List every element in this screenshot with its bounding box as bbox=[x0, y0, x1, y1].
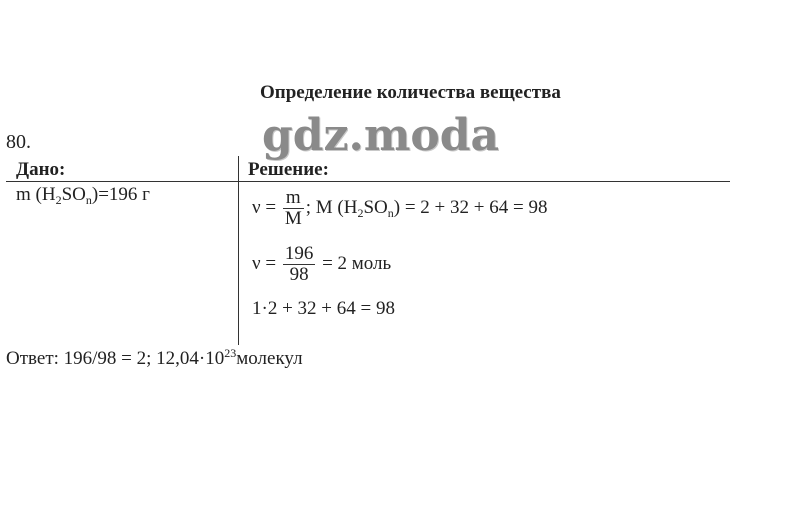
formula2-rest: = 2 моль bbox=[317, 252, 392, 274]
formula-amount-calculation bbox=[252, 244, 391, 285]
table-divider-vertical bbox=[238, 156, 239, 345]
answer-exponent: 23 bbox=[224, 346, 237, 360]
formula2-lhs: ν = bbox=[252, 252, 281, 274]
table-divider-horizontal bbox=[6, 181, 730, 182]
given-mass-sub1: 2 bbox=[55, 193, 62, 207]
formula1-sub1: 2 bbox=[357, 205, 364, 220]
answer-line bbox=[6, 346, 303, 370]
solution-header: Решение: bbox=[248, 159, 329, 180]
given-mass-value bbox=[16, 184, 150, 208]
given-mass-sub2: n bbox=[85, 193, 92, 207]
formula-molar-mass-sum: 1·2 + 32 + 64 = 98 bbox=[252, 298, 395, 319]
answer-prefix: Ответ: 196/98 = 2; 12,04·10 bbox=[6, 348, 225, 369]
page-title: Определение количества вещества bbox=[260, 82, 561, 103]
watermark-logo: gdz.moda bbox=[262, 110, 500, 161]
problem-number: 80. bbox=[6, 131, 31, 153]
formula2-numerator: 196 bbox=[284, 243, 314, 264]
formula2-denominator: 98 bbox=[289, 264, 309, 285]
given-header: Дано: bbox=[16, 159, 66, 180]
formula1-fraction bbox=[283, 188, 304, 229]
formula1-denominator: M bbox=[284, 208, 302, 229]
formula2-fraction bbox=[283, 244, 316, 285]
given-mass-mid: SO bbox=[61, 184, 86, 205]
answer-suffix: молекул bbox=[236, 348, 303, 369]
given-mass-prefix: m (H bbox=[16, 184, 56, 205]
formula1-lhs: ν = bbox=[252, 196, 281, 218]
formula1-rest-suffix: ) = 2 + 32 + 64 = 98 bbox=[393, 196, 548, 218]
formula1-rest-prefix: ; M (H bbox=[305, 196, 358, 218]
formula1-sub2: n bbox=[387, 205, 394, 220]
formula1-numerator: m bbox=[283, 188, 304, 209]
formula-amount-definition bbox=[252, 188, 547, 229]
given-mass-suffix: )=196 г bbox=[91, 184, 150, 205]
formula1-rest-mid: SO bbox=[363, 196, 388, 218]
